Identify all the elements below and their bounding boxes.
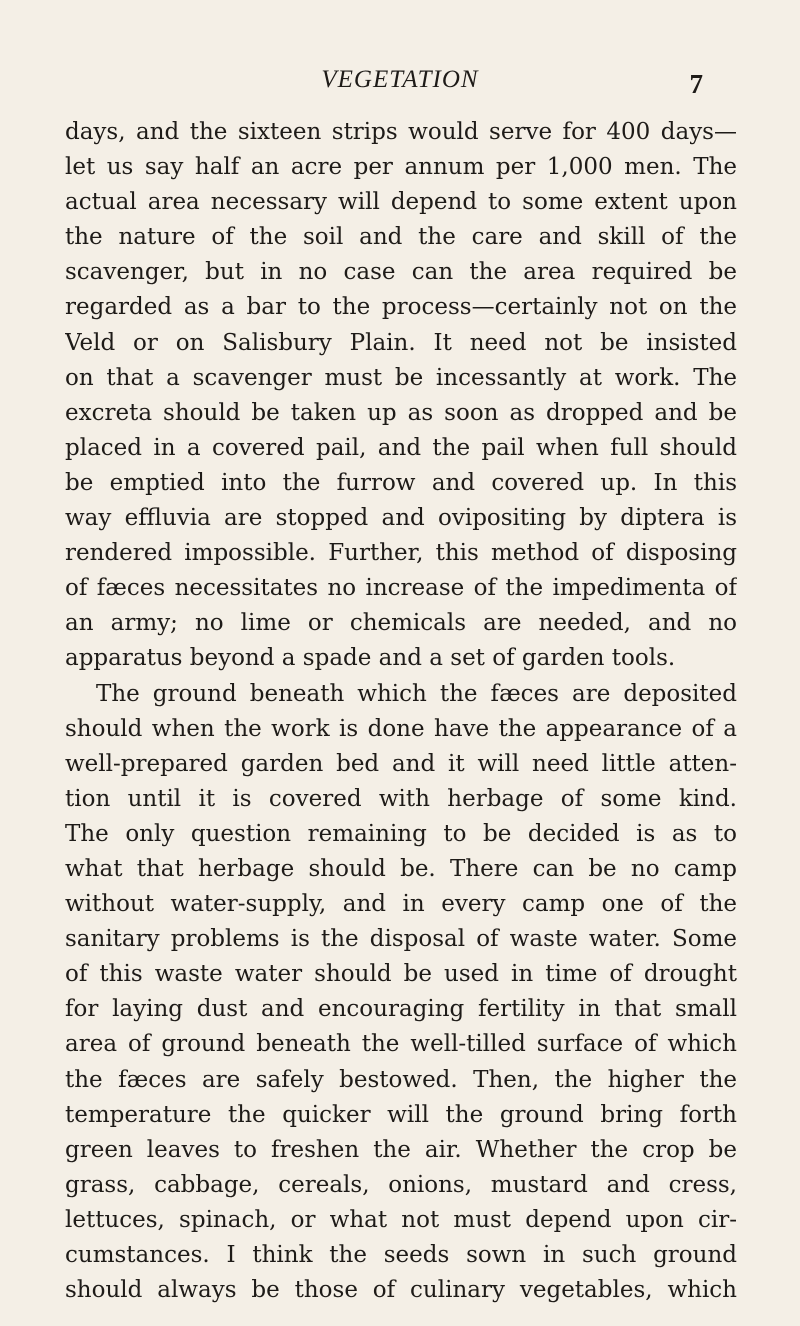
running-head [0, 66, 800, 106]
text-line: let us say half an acre per annum per 1,000 men. The [65, 154, 737, 181]
text-line: the nature of the soil and the care and skill of the [65, 224, 737, 251]
text-line: days, and the sixteen strips would serve for 400 days— [65, 119, 737, 145]
text-line: lettuces, spinach, or what not must depend upon cir- [65, 1206, 737, 1233]
text-line: grass, cabbage, cereals, onions, mustard and cress, [65, 1171, 737, 1198]
text-line: excreta should be taken up as soon as dropped and be [65, 399, 737, 426]
text-line: sanitary problems is the disposal of waste water. Some [65, 926, 737, 953]
text-line: without water-supply, and in every camp one of the [65, 891, 737, 918]
text-line: for laying dust and encouraging fertility in that small [65, 996, 737, 1023]
page-number: 7 [689, 69, 703, 99]
text-line: placed in a covered pail, and the pail when full should [65, 434, 737, 461]
text-line: green leaves to freshen the air. Whether the crop be [65, 1136, 737, 1163]
text-line: scavenger, but in no case can the area required be [65, 259, 737, 286]
text-line: an army; no lime or chemicals are needed, and no [65, 610, 737, 637]
text-line: temperature the quicker will the ground bring forth [65, 1101, 737, 1128]
text-line: what that herbage should be. There can be no camp [65, 855, 737, 882]
text-line: of this waste water should be used in time of drought [65, 961, 737, 988]
text-line: apparatus beyond a spade and a set of garden tools. [65, 645, 676, 672]
text-line: cumstances. I think the seeds sown in such ground [65, 1242, 737, 1268]
text-line: rendered impossible. Further, this method of disposing [65, 540, 737, 567]
text-line: area of ground beneath the well-tilled surface of which [65, 1031, 737, 1058]
text-line: The only question remaining to be decided is as to [65, 820, 737, 847]
text-line: well-prepared garden bed and it will need little atten- [65, 750, 737, 777]
text-line: should always be those of culinary vegetables, which [65, 1277, 737, 1304]
text-line: tion until it is covered with herbage of some kind. [65, 785, 737, 812]
text-line: should when the work is done have the appearance of a [65, 715, 737, 742]
running-title: VEGETATION [321, 66, 479, 93]
text-line: actual area necessary will depend to some extent upon [65, 189, 737, 216]
text-line: way effluvia are stopped and ovipositing by diptera is [65, 505, 737, 532]
body-text [65, 115, 737, 1308]
text-line: the fæces are safely bestowed. Then, the higher the [65, 1066, 737, 1093]
text-line: of fæces necessitates no increase of the impedimenta of [65, 575, 737, 602]
text-line: on that a scavenger must be incessantly at work. The [65, 364, 737, 391]
text-line: regarded as a bar to the process—certainly not on the [65, 294, 737, 321]
paragraph-first-line: The ground beneath which the fæces are deposited [96, 680, 737, 707]
text-line: be emptied into the furrow and covered up. In this [65, 469, 737, 496]
text-line: Veld or on Salisbury Plain. It need not be insisted [65, 329, 737, 356]
